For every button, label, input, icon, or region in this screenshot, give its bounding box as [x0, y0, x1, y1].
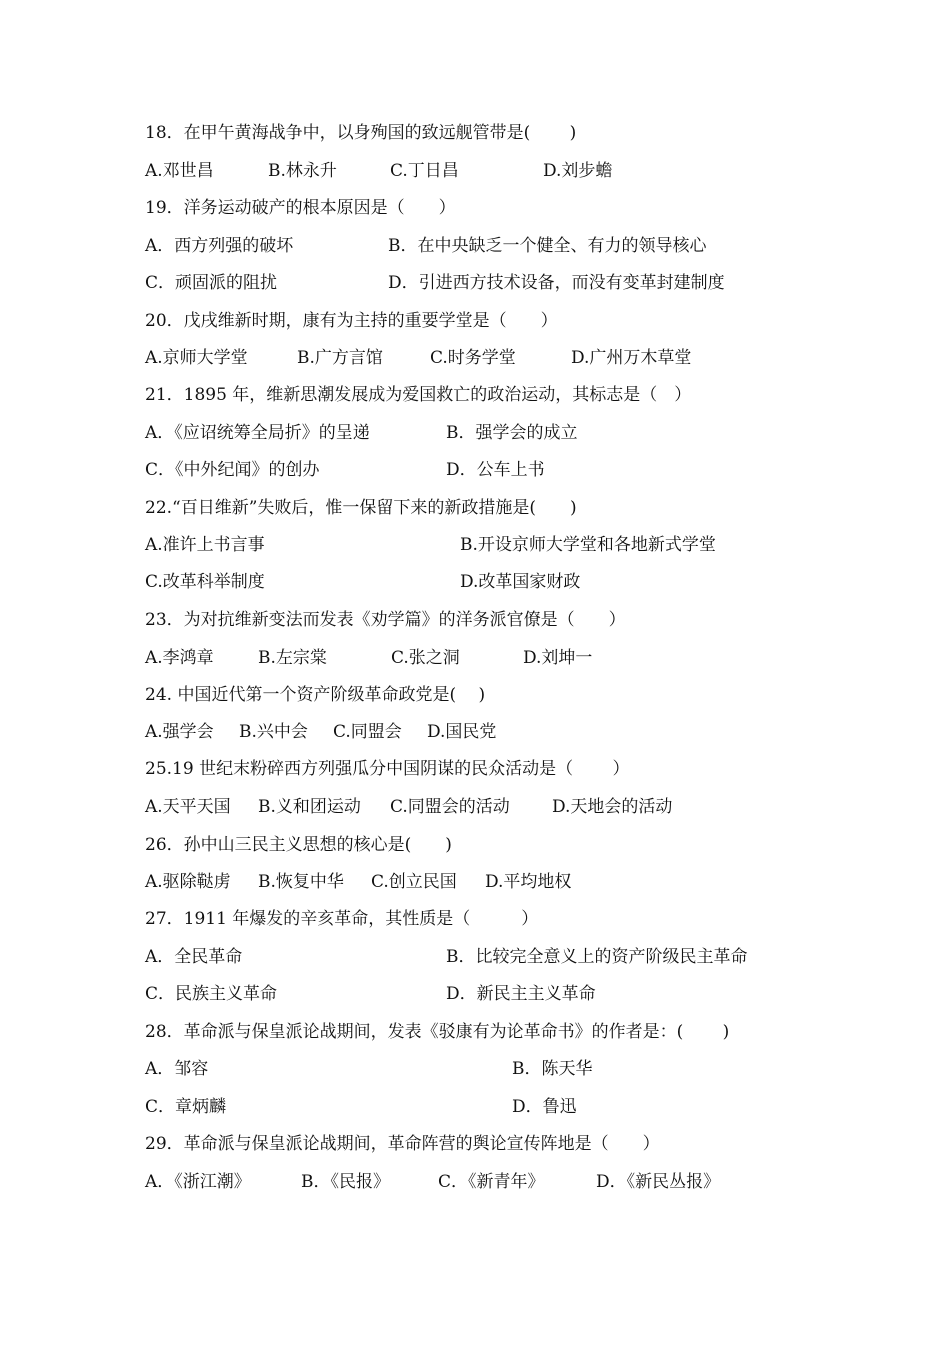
question-29-stem: 29．革命派与保皇派论战期间，革命阵营的舆论宣传阵地是（ ） — [145, 1134, 660, 1154]
q18-option-c: C.丁日昌 — [390, 161, 459, 181]
question-27-stem: 27．1911 年爆发的辛亥革命，其性质是（ ） — [145, 909, 539, 929]
question-28-stem: 28．革命派与保皇派论战期间，发表《驳康有为论革命书》的作者是：( ) — [145, 1022, 730, 1042]
q19-option-a: A．西方列强的破坏 — [145, 236, 294, 256]
q21-option-a: A．《应诏统筹全局折》的呈递 — [145, 423, 370, 443]
question-22-stem: 22.“百日维新”失败后，惟一保留下来的新政措施是( ) — [145, 498, 577, 518]
q29-option-a: A．《浙江潮》 — [145, 1172, 251, 1192]
q28-option-a: A．邹容 — [145, 1059, 209, 1079]
q25-option-b: B.义和团运动 — [258, 797, 361, 817]
q24-option-d: D.国民党 — [427, 722, 497, 742]
q25-option-a: A.天平天国 — [145, 797, 231, 817]
q20-option-b: B.广方言馆 — [297, 348, 383, 368]
q26-option-a: A.驱除鞑虏 — [145, 872, 231, 892]
q22-option-a: A.准许上书言事 — [145, 535, 265, 555]
q20-option-c: C.时务学堂 — [430, 348, 516, 368]
q22-option-d: D.改革国家财政 — [460, 572, 581, 592]
q23-option-b: B.左宗棠 — [258, 648, 327, 668]
q29-option-c: C．《新青年》 — [438, 1172, 545, 1192]
q21-option-c: C．《中外纪闻》的创办 — [145, 460, 320, 480]
q28-option-c: C．章炳麟 — [145, 1097, 227, 1117]
q21-option-b: B．强学会的成立 — [446, 423, 578, 443]
q19-option-d: D．引进西方技术设备，而没有变革封建制度 — [388, 273, 725, 293]
q28-option-b: B．陈天华 — [512, 1059, 593, 1079]
q27-option-d: D．新民主主义革命 — [446, 984, 596, 1004]
question-23-stem: 23．为对抗维新变法而发表《劝学篇》的洋务派官僚是（ ） — [145, 610, 626, 630]
q18-option-b: B.林永升 — [268, 161, 337, 181]
q19-option-b: B．在中央缺乏一个健全、有力的领导核心 — [388, 236, 707, 256]
q29-option-b: B．《民报》 — [301, 1172, 390, 1192]
q26-option-b: B.恢复中华 — [258, 872, 344, 892]
q27-option-b: B．比较完全意义上的资产阶级民主革命 — [446, 947, 748, 967]
q25-option-d: D.天地会的活动 — [552, 797, 673, 817]
q20-option-d: D.广州万木草堂 — [571, 348, 692, 368]
question-18-stem: 18．在甲午黄海战争中，以身殉国的致远舰管带是( ) — [145, 123, 577, 143]
q18-option-d: D.刘步蟾 — [543, 161, 613, 181]
question-24-stem: 24. 中国近代第一个资产阶级革命政党是( ) — [145, 685, 486, 705]
q26-option-c: C.创立民国 — [371, 872, 457, 892]
q21-option-d: D．公车上书 — [446, 460, 545, 480]
q27-option-c: C．民族主义革命 — [145, 984, 278, 1004]
q22-option-c: C.改革科举制度 — [145, 572, 265, 592]
q23-option-a: A.李鸿章 — [145, 648, 214, 668]
q26-option-d: D.平均地权 — [485, 872, 572, 892]
q29-option-d: D．《新民丛报》 — [596, 1172, 721, 1192]
q18-option-a: A.邓世昌 — [145, 161, 214, 181]
q24-option-c: C.同盟会 — [333, 722, 402, 742]
question-26-stem: 26．孙中山三民主义思想的核心是( ) — [145, 835, 452, 855]
q25-option-c: C.同盟会的活动 — [390, 797, 510, 817]
q24-option-b: B.兴中会 — [239, 722, 308, 742]
q23-option-c: C.张之洞 — [391, 648, 460, 668]
q20-option-a: A.京师大学堂 — [145, 348, 248, 368]
q27-option-a: A．全民革命 — [145, 947, 243, 967]
q22-option-b: B.开设京师大学堂和各地新式学堂 — [460, 535, 716, 555]
question-20-stem: 20．戊戌维新时期，康有为主持的重要学堂是（ ） — [145, 311, 558, 331]
question-21-stem: 21．1895 年，维新思潮发展成为爱国救亡的政治运动，其标志是（ ） — [145, 385, 692, 405]
q23-option-d: D.刘坤一 — [523, 648, 593, 668]
question-19-stem: 19．洋务运动破产的根本原因是（ ） — [145, 198, 456, 218]
question-25-stem: 25.19 世纪末粉碎西方列强瓜分中国阴谋的民众活动是（ ） — [145, 759, 630, 779]
q19-option-c: C．顽固派的阻扰 — [145, 273, 278, 293]
q28-option-d: D．鲁迅 — [512, 1097, 577, 1117]
q24-option-a: A.强学会 — [145, 722, 214, 742]
